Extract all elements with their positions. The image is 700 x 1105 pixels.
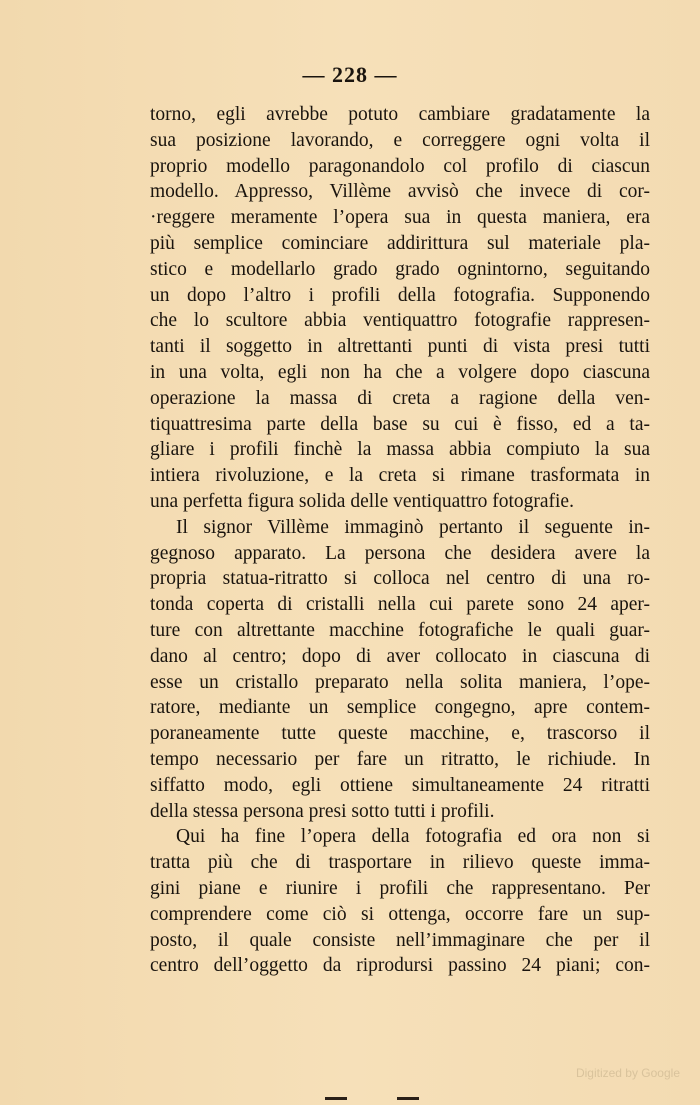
text-line: più semplice cominciare addirittura sul materiale pla- (150, 232, 650, 254)
text-line: propria statua-ritratto si colloca nel centro di una ro- (150, 568, 650, 590)
text-line: Il signor Villème immaginò pertanto il seguente in- (176, 516, 650, 538)
text-line: Qui ha fine l’opera della fotografia ed ora non si (176, 826, 650, 848)
text-line: un dopo l’altro i profili della fotografia. Supponendo (150, 284, 650, 306)
bottom-edge-marks (325, 1097, 425, 1101)
text-line: operazione la massa di creta a ragione della ven- (150, 387, 650, 409)
body-text (150, 102, 650, 979)
text-line: gliare i profili finchè la massa abbia compiuto la sua (150, 439, 650, 461)
text-line: tanti il soggetto in altrettanti punti di vista presi tutti (150, 336, 650, 358)
bottom-mark (325, 1097, 347, 1100)
text-line: ratore, mediante un semplice congegno, apre contem- (150, 697, 650, 719)
text-line: una perfetta figura solida delle ventiquattro fotografie. (150, 490, 574, 512)
text-line: siffatto modo, egli ottiene simultaneamente 24 ritratti (150, 774, 650, 796)
text-line: tempo necessario per fare un ritratto, le richiude. In (150, 748, 650, 770)
text-line: sua posizione lavorando, e correggere ogni volta il (150, 129, 650, 151)
text-line: poraneamente tutte queste macchine, e, trascorso il (150, 723, 650, 745)
text-line: che lo scultore abbia ventiquattro fotografie rappresen- (150, 310, 650, 332)
text-line: comprendere come ciò si ottenga, occorre fare un sup- (150, 903, 650, 925)
text-line: intiera rivoluzione, e la creta si rimane trasformata in (150, 465, 650, 487)
text-line: modello. Appresso, Villème avvisò che invece di cor- (150, 181, 650, 203)
text-line: proprio modello paragonandolo col profilo di ciascun (150, 155, 650, 177)
text-line: torno, egli avrebbe potuto cambiare gradatamente la (150, 104, 650, 125)
text-line: esse un cristallo preparato nella solita maniera, l’ope- (150, 671, 650, 693)
text-line: in una volta, egli non ha che a volgere dopo ciascuna (150, 361, 650, 383)
text-line: ·reggere meramente l’opera sua in questa maniera, era (150, 207, 650, 229)
page-number: — 228 — (302, 62, 398, 87)
text-line: stico e modellarlo grado grado ognintorno, seguitando (150, 258, 650, 280)
text-line: della stessa persona presi sotto tutti i profili. (150, 800, 495, 822)
text-line: tonda coperta di cristalli nella cui parete sono 24 aper- (150, 594, 650, 616)
bottom-mark (397, 1097, 419, 1100)
text-line: gini piane e riunire i profili che rappresentano. Per (150, 877, 650, 899)
text-line: posto, il quale consiste nell’immaginare che per il (150, 929, 650, 951)
text-line: gegnoso apparato. La persona che desidera avere la (150, 542, 650, 564)
text-line: tratta più che di trasportare in rilievo queste imma- (150, 852, 650, 874)
text-line: tiquattresima parte della base su cui è fisso, ed a ta- (150, 413, 650, 435)
digitization-watermark: Digitized by Google (575, 1066, 680, 1080)
text-line: centro dell’oggetto da riprodursi passino 24 piani; con- (150, 955, 650, 977)
text-line: dano al centro; dopo di aver collocato in ciascuna di (150, 645, 650, 667)
text-line: ture con altrettante macchine fotografiche le quali guar- (150, 619, 650, 641)
